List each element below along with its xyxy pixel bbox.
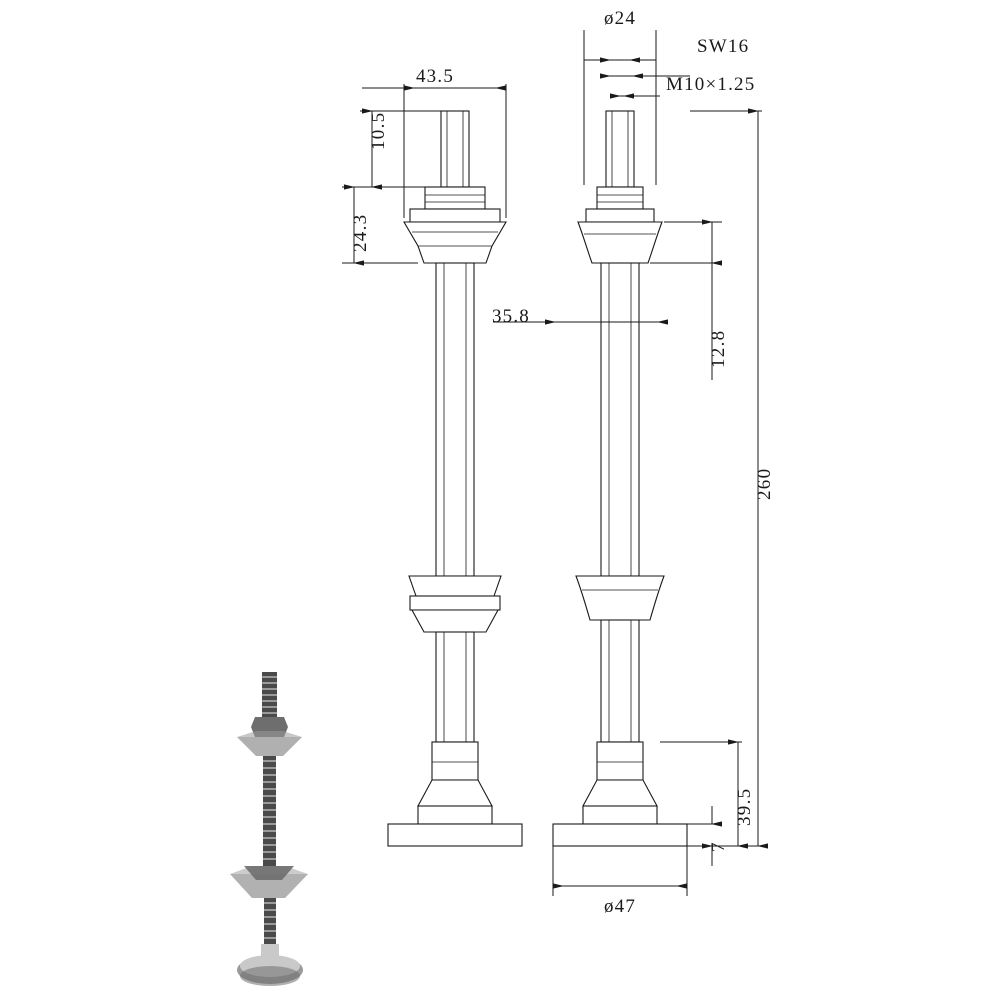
front-hex-nut: [425, 187, 485, 209]
front-view: [388, 111, 522, 846]
dim-upper-cone-height: 12.8: [708, 329, 729, 368]
side-base-plate: [553, 824, 687, 846]
front-base-plate: [388, 824, 522, 846]
front-mid-flange-upper: [409, 576, 501, 596]
front-upper-cone: [404, 222, 506, 263]
front-lower-tube: [436, 632, 474, 742]
side-base-hub: [583, 806, 657, 824]
side-main-tube: [601, 263, 639, 576]
dim-mid-flange-width: 35.8: [491, 306, 530, 327]
side-mid-flange: [576, 576, 664, 620]
front-base-hub: [418, 806, 492, 824]
side-washer: [586, 209, 654, 222]
dim-top-shaft-length: 10.5: [368, 111, 389, 150]
dim-base-diameter: ø47: [603, 896, 637, 917]
dim-total-height: 260: [754, 467, 775, 500]
side-hex-nut: [597, 187, 643, 209]
dim-front-width: 43.5: [415, 66, 455, 87]
dimension-lines: [342, 30, 762, 896]
side-top-shaft: [606, 111, 634, 187]
dim-flange-stack-height: 24.3: [350, 213, 371, 252]
front-mid-flange-lower: [412, 610, 498, 632]
front-main-tube: [436, 263, 474, 576]
side-base-cone: [583, 780, 657, 806]
front-top-shaft: [441, 111, 469, 187]
front-collar: [432, 742, 478, 780]
dim-top-diameter: ø24: [603, 8, 637, 29]
dim-wrench-flat: SW16: [697, 36, 750, 57]
dim-base-height: 39.5: [734, 787, 755, 826]
dim-base-plate-thickness: 7: [708, 841, 729, 852]
side-upper-cone: [578, 222, 662, 263]
front-washer: [410, 209, 500, 222]
side-view: [553, 111, 687, 846]
front-mid-flange-plate: [410, 596, 500, 610]
front-base-cone: [418, 780, 492, 806]
dim-thread-spec: M10×1.25: [666, 74, 756, 95]
side-collar: [597, 742, 643, 780]
side-lower-tube: [601, 620, 639, 742]
